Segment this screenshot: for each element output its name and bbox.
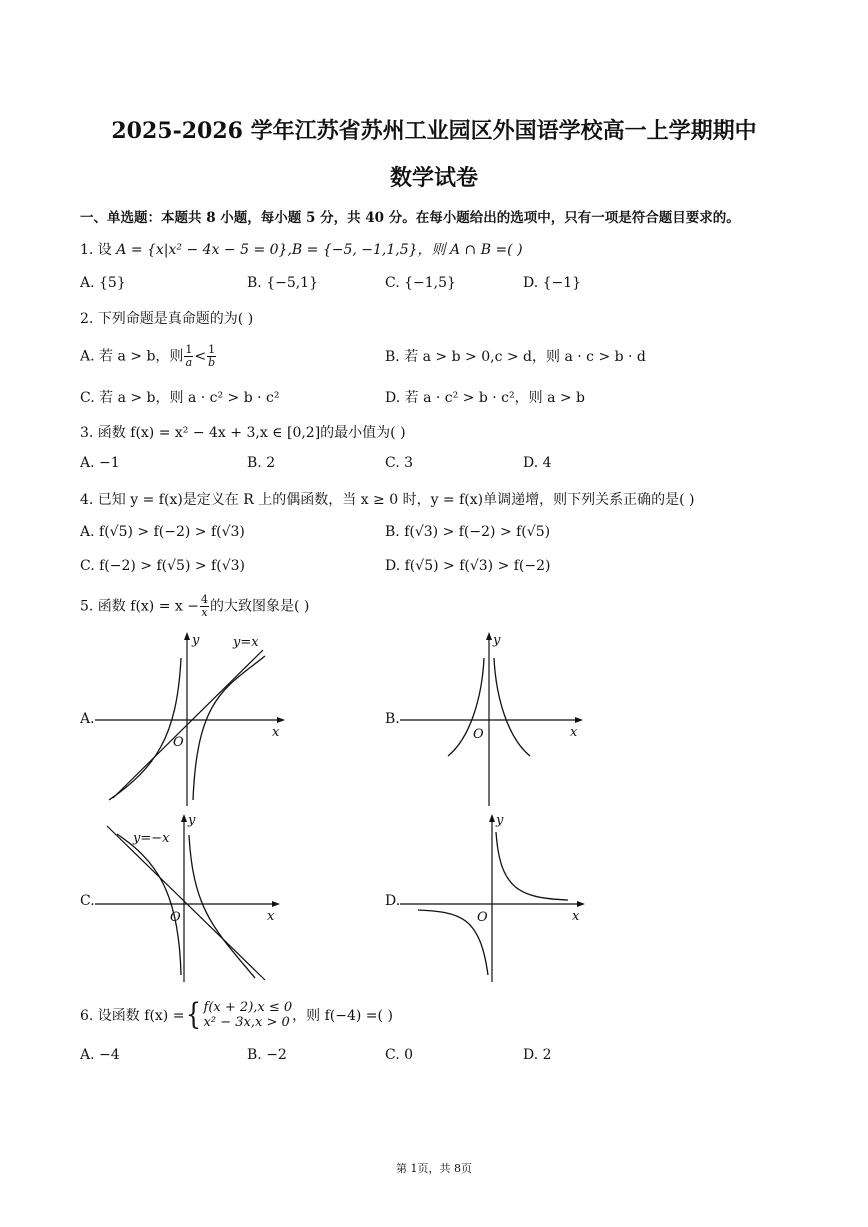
- q5-label-b: B.: [385, 711, 400, 727]
- q4-option-b: B. f(√3) > f(−2) > f(√5): [385, 524, 551, 540]
- q6-option-b: B. −2: [247, 1047, 287, 1063]
- graph-c: [95, 810, 295, 985]
- question-6: [80, 997, 393, 1032]
- graph-a: [95, 628, 295, 808]
- piecewise-cases: f(x + 2),x ≤ 0 x² − 3x,x > 0: [203, 1000, 293, 1030]
- question-5: [80, 594, 309, 619]
- less-than: <: [194, 348, 207, 365]
- question-6-text: 6. 设函数 f(x) =: [80, 1008, 185, 1024]
- x-axis-arrow: [577, 901, 585, 907]
- curve-right: [193, 656, 265, 800]
- q6-option-c: C. 0: [385, 1047, 414, 1063]
- asymptote-label: y=x: [233, 635, 259, 650]
- q2-option-a: [80, 344, 217, 369]
- curve-left: [109, 658, 181, 800]
- q4-option-a: A. f(√5) > f(−2) > f(√3): [80, 524, 245, 540]
- left-brace: {: [186, 997, 202, 1032]
- curve-right: [496, 832, 568, 900]
- origin-label: O: [477, 910, 488, 925]
- question-4: 4. 已知 y = f(x)是定义在 R 上的偶函数，当 x ≥ 0 时，y = f(x)单调递增，则下列关系正确的是( ): [80, 492, 695, 508]
- y-label: y: [496, 813, 504, 828]
- origin-label: O: [473, 727, 484, 742]
- q2-option-d: D. 若 a · c² > b · c²，则 a > b: [385, 390, 586, 406]
- y-axis-arrow: [486, 632, 492, 640]
- question-2: 2. 下列命题是真命题的为( ): [80, 311, 254, 327]
- question-5-text: 5. 函数 f(x) = x −: [80, 598, 199, 615]
- origin-label: O: [170, 910, 181, 925]
- q1-option-c: C. {−1,5}: [385, 275, 456, 291]
- section-heading: 一、单选题：本题共 8 小题，每小题 5 分，共 40 分。在每小题给出的选项中，只有一项是符合题目要求的。: [80, 210, 740, 226]
- y-label: y: [188, 813, 196, 828]
- y-label: y: [192, 633, 200, 648]
- curve-right: [189, 835, 255, 978]
- question-5-text-end: 的大致图象是( ): [209, 598, 310, 615]
- y-axis-arrow: [181, 814, 187, 822]
- asymptote-label: y=−x: [133, 831, 170, 846]
- q1-option-d: D. {−1}: [523, 275, 582, 291]
- page-footer: 第 1页，共 8页: [396, 1162, 472, 1175]
- asymptote-line: [113, 650, 263, 798]
- q5-label-c: C.: [80, 893, 95, 909]
- y-label: y: [493, 633, 501, 648]
- q4-option-d: D. f(√5) > f(√3) > f(−2): [385, 558, 551, 574]
- q3-option-b: B. 2: [247, 455, 276, 471]
- fraction-4-over-x: $\frac{4}{x}$: [200, 593, 208, 619]
- question-3: 3. 函数 f(x) = x² − 4x + 3,x ∈ [0,2]的最小值为( ): [80, 425, 406, 441]
- q3-option-c: C. 3: [385, 455, 414, 471]
- x-label: x: [272, 725, 280, 740]
- q6-option-d: D. 2: [523, 1047, 552, 1063]
- graph-b: [400, 628, 590, 808]
- asymptote-line: [107, 826, 265, 980]
- fraction-1-over-a: $\frac{1}{a}$: [185, 343, 193, 369]
- q2-option-a-text: A. 若 a > b，则: [80, 348, 184, 365]
- q5-label-a: A.: [80, 711, 95, 727]
- q1-option-a: A. {5}: [80, 275, 126, 291]
- curve-right: [494, 658, 530, 756]
- x-label: x: [267, 909, 275, 924]
- x-label: x: [570, 725, 578, 740]
- x-label: x: [572, 909, 580, 924]
- q3-option-a: A. −1: [80, 455, 120, 471]
- q1-option-b: B. {−5,1}: [247, 275, 318, 291]
- x-axis-arrow: [575, 717, 583, 723]
- title-line-2: 数学试卷: [389, 165, 478, 191]
- q2-option-c: C. 若 a > b，则 a · c² > b · c²: [80, 390, 280, 406]
- q3-option-d: D. 4: [523, 455, 552, 471]
- x-axis-arrow: [272, 901, 280, 907]
- q5-label-d: D.: [385, 893, 401, 909]
- origin-label: O: [173, 735, 184, 750]
- question-6-text-end: ，则 f(−4) =( ): [292, 1008, 393, 1024]
- graph-d: [400, 810, 595, 985]
- question-1-text: A = {x|x² − 4x − 5 = 0},B = {−5, −1,1,5}，则 A ∩ B =( ): [116, 242, 523, 258]
- fraction-1-over-b: $\frac{1}{b}$: [208, 343, 216, 369]
- q4-option-c: C. f(−2) > f(√5) > f(√3): [80, 558, 245, 574]
- title-line-1: 2025-2026 学年江苏省苏州工业园区外国语学校高一上学期期中: [111, 118, 757, 144]
- y-axis-arrow: [489, 814, 495, 822]
- x-axis-arrow: [277, 717, 285, 723]
- question-1: [80, 239, 523, 259]
- y-axis-arrow: [184, 632, 190, 640]
- q6-option-a: A. −4: [80, 1047, 120, 1063]
- question-1-number: 1. 设: [80, 242, 117, 258]
- q2-option-b: B. 若 a > b > 0,c > d，则 a · c > b · d: [385, 349, 646, 365]
